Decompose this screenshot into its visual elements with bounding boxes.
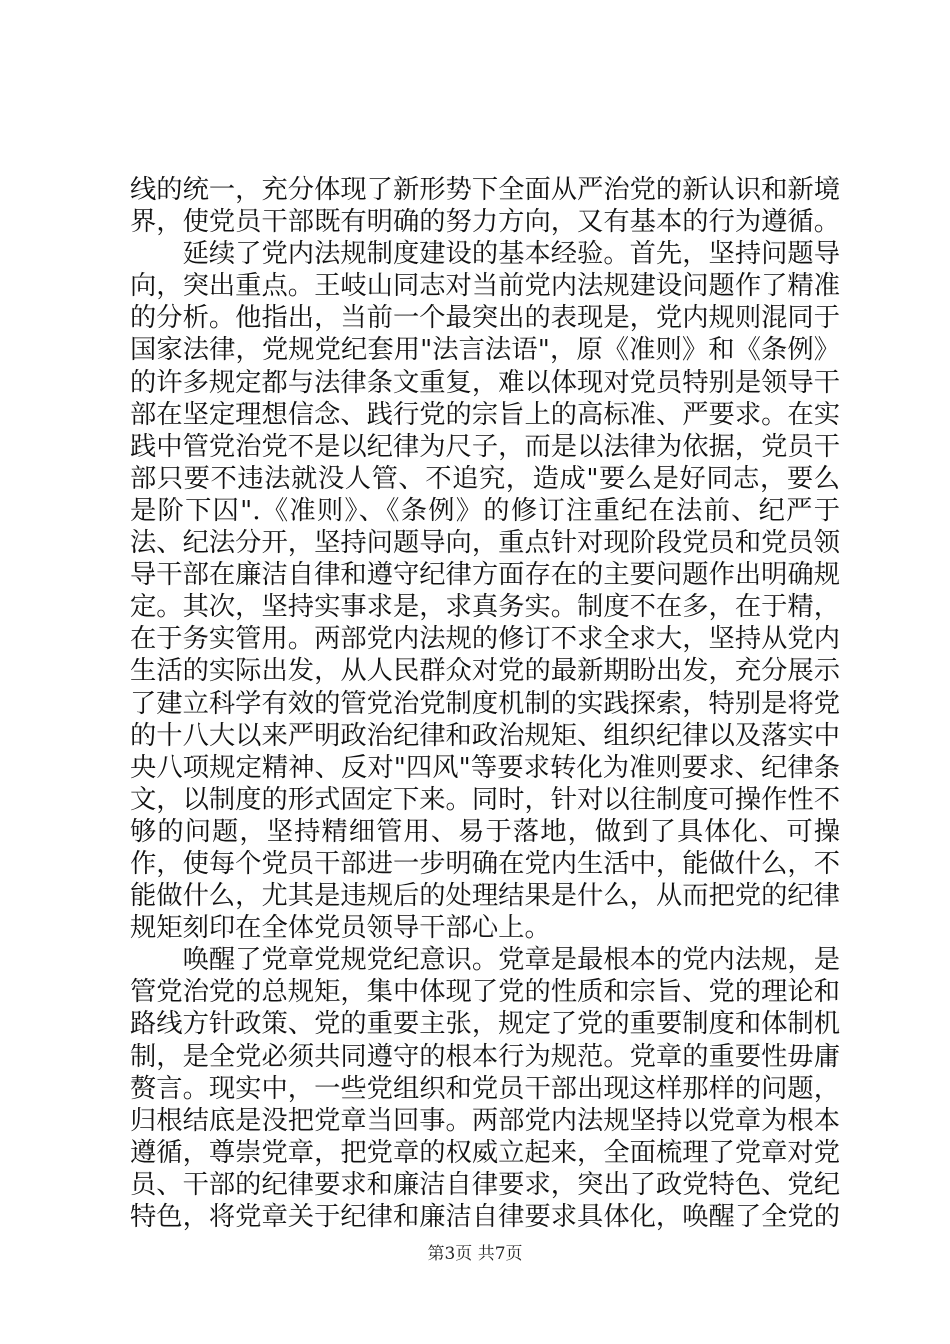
page-footer: 第3页 共7页 (427, 1244, 523, 1264)
paragraph-1: 线的统一，充分体现了新形势下全面从严治党的新认识和新境界，使党员干部既有明确的努力方向，又有基本的行为遵循。 (130, 175, 841, 238)
paragraph-3: 唤醒了党章党规党纪意识。党章是最根本的党内法规，是管党治党的总规矩，集中体现了党的性质和宗旨、党的理论和路线方针政策、党的重要主张，规定了党的重要制度和体制机制，是全党必须共同遵守的根本行为规范。党章的重要性毋庸赘言。现实中，一些党组织和党员干部出现这样那样的问题，归根结底是没把党章当回事。两部党内法规坚持以党章为根本遵循，尊崇党章，把党章的权威立起来，全面梳理了党章对党员、干部的纪律要求和廉洁自律要求，突出了政党特色、党纪特色，将党章关于纪律和廉洁自律要求具体化，唤醒了全党的 (130, 945, 841, 1232)
document-body (130, 174, 840, 1233)
paragraph-2: 延续了党内法规制度建设的基本经验。首先，坚持问题导向，突出重点。王岐山同志对当前党内法规建设问题作了精准的分析。他指出，当前一个最突出的表现是，党内规则混同于国家法律，党规党纪套用"法言法语"，原《准则》和《条例》的许多规定都与法律条文重复，难以体现对党员特别是领导干部在坚定理想信念、践行党的宗旨上的高标准、严要求。在实践中管党治党不是以纪律为尺子，而是以法律为依据，党员干部只要不违法就没人管、不追究，造成"要么是好同志，要么是阶下囚".《准则》、《条例》的修订注重纪在法前、纪严于法、纪法分开，坚持问题导向，重点针对现阶段党员和党员领导干部在廉洁自律和遵守纪律方面存在的主要问题作出明确规定。其次，坚持实事求是，求真务实。制度不在多，在于精，在于务实管用。两部党内法规的修订不求全求大，坚持从党内生活的实际出发，从人民群众对党的最新期盼出发，充分展示了建立科学有效的管党治党制度机制的实践探索，特别是将党的十八大以来严明政治纪律和政治规矩、组织纪律以及落实中央八项规定精神、反对"四风"等要求转化为准则要求、纪律条文，以制度的形式固定下来。同时，针对以往制度可操作性不够的问题，坚持精细管用、易于落地，做到了具体化、可操作，使每个党员干部进一步明确在党内生活中，能做什么，不能做什么，尤其是违规后的处理结果是什么，从而把党的纪律规矩刻印在全体党员领导干部心上。 (130, 239, 841, 944)
